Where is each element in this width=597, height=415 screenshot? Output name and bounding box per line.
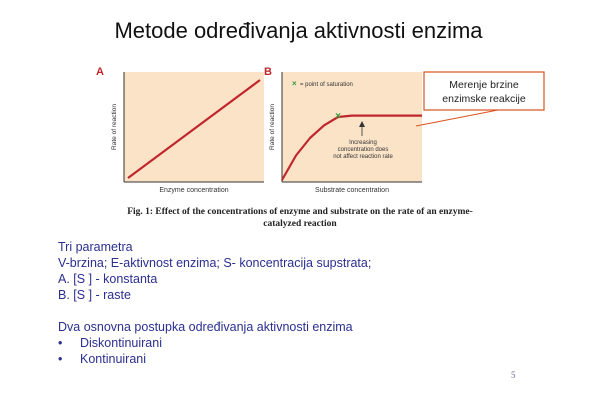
bullet-marker: • bbox=[58, 352, 63, 366]
page-number: 5 bbox=[511, 370, 516, 380]
panel-b-label: B bbox=[264, 66, 272, 78]
figure-svg bbox=[86, 62, 556, 222]
legend-label: = point of saturation bbox=[300, 82, 353, 88]
text-line: A. [S ] - konstanta bbox=[58, 272, 158, 286]
caption-line-2: catalyzed reaction bbox=[263, 219, 337, 229]
slide-title: Metode određivanja aktivnosti enzima bbox=[114, 18, 483, 43]
bullet-item bbox=[58, 335, 538, 351]
saturation-point-marker: × bbox=[335, 111, 341, 123]
callout-line-2: enzimske reakcije bbox=[442, 93, 526, 105]
caption-line-1: Fig. 1: Effect of the concentrations of enzyme and substrate on the rate of an enzyme- bbox=[127, 207, 473, 217]
figure bbox=[86, 62, 556, 222]
panel-b-xlabel: Substrate concentration bbox=[315, 187, 389, 194]
annotation-line-2: concentration does bbox=[337, 147, 389, 153]
panel-b-ylabel: Rate of reaction bbox=[269, 104, 276, 150]
bullet-marker: • bbox=[58, 336, 63, 350]
text-line: Tri parametra bbox=[58, 240, 133, 254]
annotation-line-3: not affect reaction rate bbox=[333, 154, 393, 160]
body-text bbox=[58, 239, 538, 367]
text-line: Dva osnovna postupka određivanja aktivnosti enzima bbox=[58, 320, 353, 334]
callout-line-1: Merenje brzine bbox=[449, 79, 519, 91]
text-line: V-brzina; E-aktivnost enzima; S- koncentracija supstrata; bbox=[58, 256, 372, 270]
panel-b-background bbox=[282, 72, 422, 182]
panel-b bbox=[264, 66, 422, 194]
callout bbox=[416, 72, 544, 126]
annotation-line-1: Increasing bbox=[349, 140, 377, 146]
bullet-label: Diskontinuirani bbox=[80, 336, 162, 350]
legend-marker: × bbox=[292, 79, 297, 88]
bullet-item bbox=[58, 351, 538, 367]
panel-a-label: A bbox=[96, 66, 104, 78]
panel-a bbox=[96, 66, 264, 194]
panel-a-ylabel: Rate of reaction bbox=[111, 104, 118, 150]
callout-pointer bbox=[416, 110, 498, 126]
panel-a-xlabel: Enzyme concentration bbox=[159, 187, 229, 194]
figure-caption bbox=[100, 206, 500, 230]
text-line: B. [S ] - raste bbox=[58, 288, 131, 302]
bullet-label: Kontinuirani bbox=[80, 352, 147, 366]
